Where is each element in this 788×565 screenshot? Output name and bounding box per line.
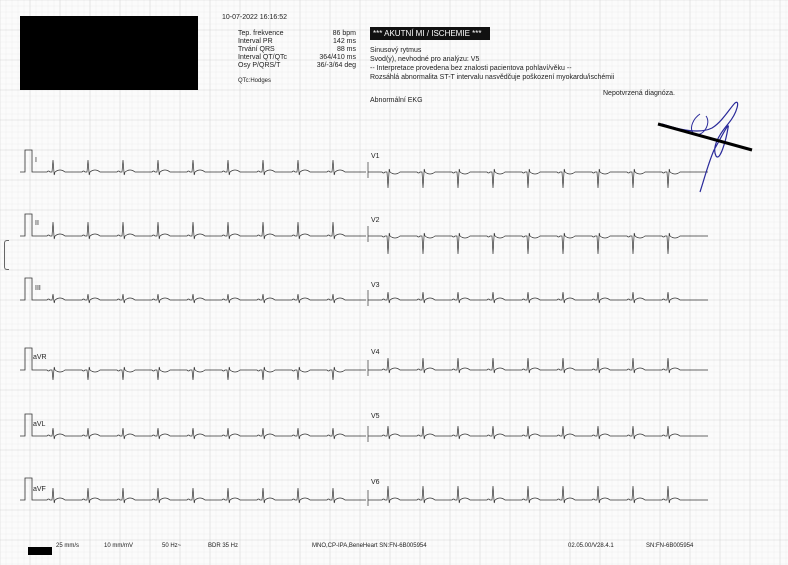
footer-serial: SN:FN-6B005954 (646, 543, 694, 549)
lead-label-I: I (35, 157, 37, 164)
lead-label-V4: V4 (371, 349, 380, 356)
calibration-pulse-I (20, 150, 35, 172)
qt-interval-label: Interval QT/QTc (238, 54, 288, 61)
calibration-pulse-II (20, 214, 35, 236)
summary-text: Abnormální EKG (370, 97, 423, 104)
footer-device-info: MNO,CP-IPA,BeneHeart SN:FN-6B005954 (312, 543, 427, 549)
trace-V5 (368, 426, 708, 439)
confirmation-text: Nepotvrzená diagnóza. (603, 90, 675, 97)
footer-version: 02.05.00/V28.4.1 (568, 543, 614, 549)
lead-label-V6: V6 (371, 479, 380, 486)
lead-label-V1: V1 (371, 153, 380, 160)
ecg-traces (20, 150, 708, 506)
trace-aVL (35, 428, 366, 439)
recording-datetime: 10-07-2022 16:16:52 (222, 14, 287, 21)
trace-V1 (368, 169, 708, 188)
footer-mains-filter: 50 Hz~ (162, 543, 182, 549)
interpretation-line-4: Rozsáhlá abnormalita ST-T intervalu nasvědčuje poškození myokardu/ischémii (370, 74, 615, 81)
trace-aVF (35, 488, 366, 503)
trace-V3 (368, 292, 708, 303)
qrs-duration-value: 88 ms (336, 46, 356, 53)
scale-indicator (28, 547, 52, 555)
paper-edge-mark (4, 240, 9, 270)
interpretation-line-1: Sinusový rytmus (370, 47, 422, 54)
trace-V6 (368, 486, 708, 503)
footer-bdr-filter: BDR 35 Hz (208, 543, 239, 549)
lead-label-V3: V3 (371, 282, 380, 289)
lead-label-II: II (35, 220, 39, 227)
qrs-duration-label: Trvání QRS (238, 46, 275, 53)
lead-label-V2: V2 (371, 217, 380, 224)
redacted-patient-info (20, 16, 198, 90)
interpretation-line-3: -- Interpretace provedena bez znalosti pacientova pohlaví/věku -- (370, 65, 572, 72)
lead-label-III: III (35, 285, 41, 292)
trace-II (35, 222, 366, 239)
trace-III (35, 294, 366, 303)
axis-value: 36/-3/64 deg (316, 62, 356, 69)
lead-label-aVF: aVF (33, 486, 46, 493)
pr-interval-label: Interval PR (238, 38, 273, 45)
lead-label-V5: V5 (371, 413, 380, 420)
calibration-pulse-III (20, 278, 35, 300)
lead-label-aVR: aVR (33, 354, 47, 361)
signature-loop (692, 114, 708, 135)
qtc-method: QTc:Hodges (238, 78, 272, 84)
alert-banner: *** AKUTNÍ MI / ISCHEMIE *** (370, 27, 490, 40)
footer-speed: 25 mm/s (56, 543, 80, 549)
pr-interval-value: 142 ms (333, 38, 356, 45)
heart-rate-value: 86 bpm (332, 30, 356, 37)
signature-scribble (662, 102, 738, 192)
heart-rate-label: Tep. frekvence (238, 30, 284, 37)
footer-gain: 10 mm/mV (104, 543, 134, 549)
trace-I (35, 160, 366, 175)
lead-label-aVL: aVL (33, 421, 46, 428)
interpretation-line-2: Svod(y), nevhodné pro analýzu: V5 (370, 56, 480, 63)
axis-label: Osy P/QRS/T (238, 62, 281, 69)
trace-V2 (368, 233, 708, 254)
qt-interval-value: 364/410 ms (319, 54, 356, 61)
